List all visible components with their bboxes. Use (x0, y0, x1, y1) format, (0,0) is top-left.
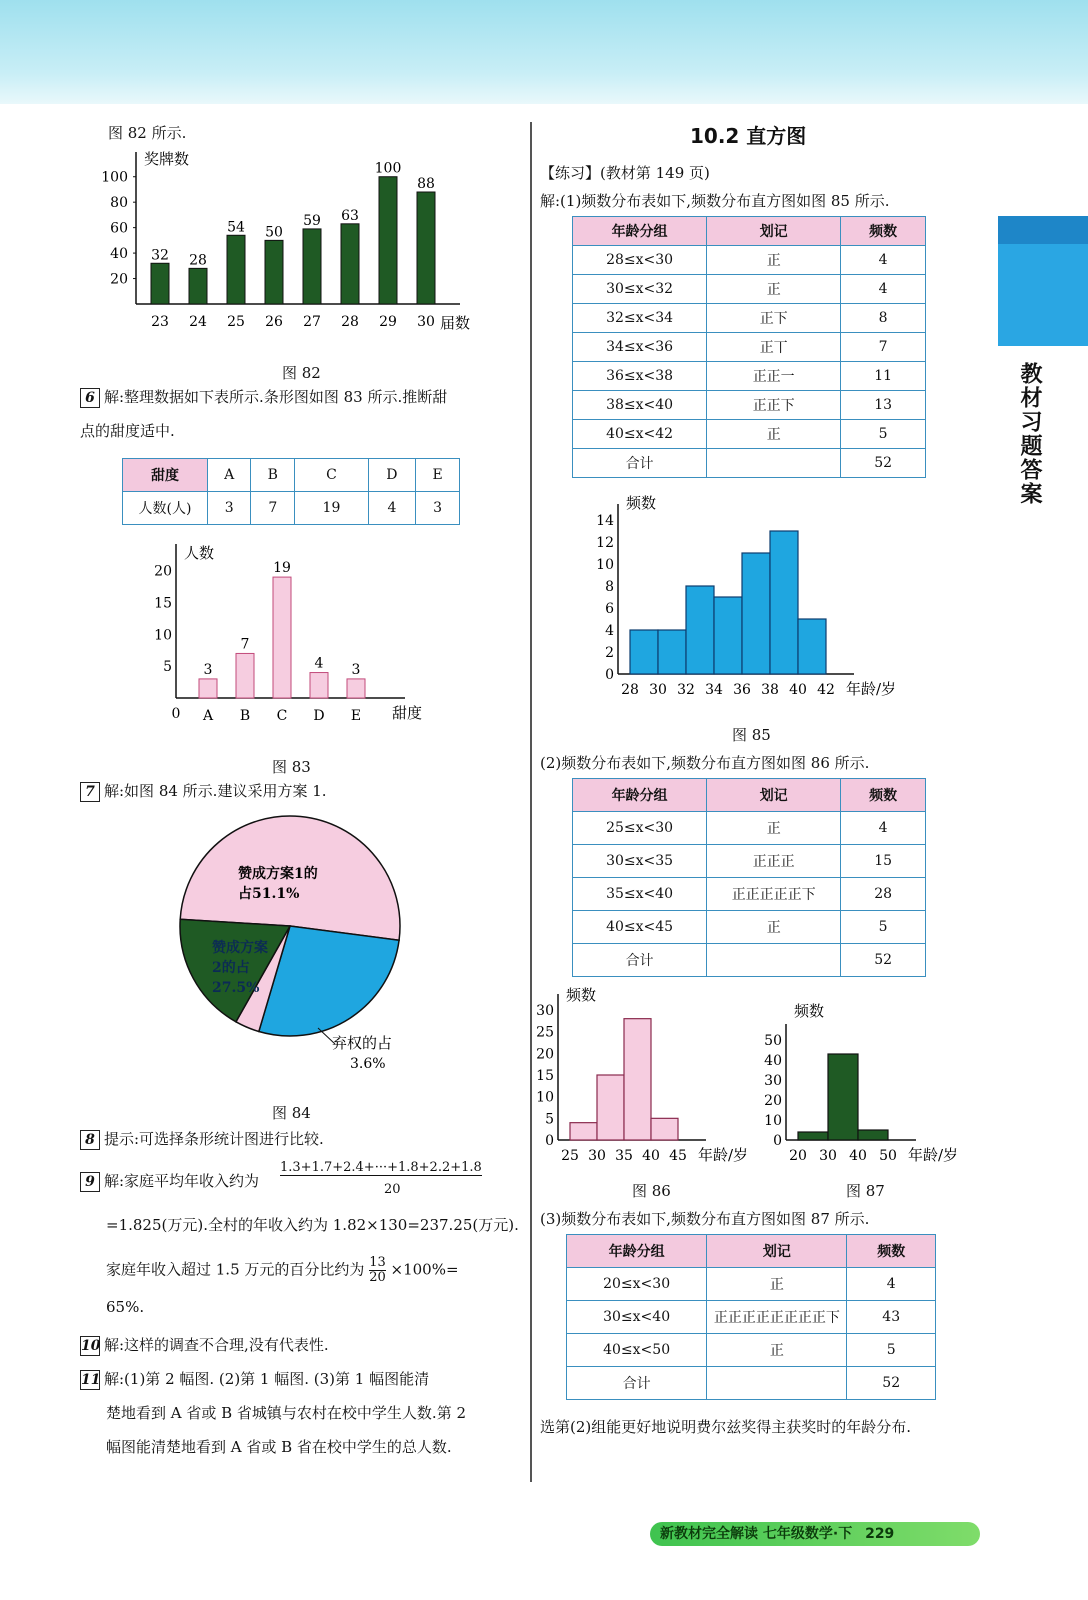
chart-fig82 (100, 148, 500, 348)
y-tick-label: 10 (764, 1113, 782, 1129)
x-tick-label: 40 (849, 1148, 867, 1164)
side-chapter-tab-stripe (998, 216, 1088, 244)
q8-line: 提示:可选择条形统计图进行比较. (104, 1130, 324, 1148)
y-tick-label: 0 (545, 1133, 554, 1149)
q9-line2: =1.825(万元).全村的年收入约为 1.82×130=237.25(万元). (106, 1216, 519, 1234)
data-label: 7 (240, 636, 250, 653)
intro-text: 图 82 所示. (108, 124, 187, 142)
frequency-cell: 52 (841, 449, 926, 478)
y-tick-label: 2 (605, 645, 614, 661)
table1-header-tally: 划记 (707, 217, 841, 246)
part3-text: (3)频数分布表如下,频数分布直方图如图 87 所示. (540, 1210, 870, 1228)
q7-number: 7 (80, 782, 100, 802)
y-tick-label: 30 (764, 1073, 782, 1089)
q10-number: 10 (81, 1338, 101, 1354)
table3-header-freq: 频数 (847, 1235, 936, 1268)
age-group-cell: 36≤x<38 (573, 362, 707, 391)
chart-fig85 (580, 494, 920, 710)
tally-cell: 正正一 (707, 362, 841, 391)
page-top-band (0, 0, 1088, 104)
data-label: 100 (374, 160, 402, 177)
x-tick-label: 35 (615, 1148, 633, 1164)
sweet-header: 甜度 (123, 459, 208, 492)
bar (151, 263, 169, 304)
age-group-cell: 25≤x<30 (573, 812, 707, 845)
q11-line2: 楚地看到 A 省或 B 省城镇与农村在校中学生人数.第 2 (106, 1404, 467, 1422)
q6-line2: 点的甜度适中. (80, 422, 175, 440)
x-tick-label: 30 (649, 682, 667, 698)
frequency-table-3 (566, 1234, 936, 1400)
fig83-caption: 图 83 (272, 758, 311, 776)
age-group-cell: 38≤x<40 (573, 391, 707, 420)
q9-line3 (106, 1256, 459, 1285)
x-tick-label: 38 (761, 682, 779, 698)
table1-header-freq: 频数 (841, 217, 926, 246)
fig82-caption: 图 82 (282, 364, 321, 382)
table3-header-group: 年龄分组 (567, 1235, 707, 1268)
age-group-cell: 30≤x<32 (573, 275, 707, 304)
q9-fraction-num: 1.3+1.7+2.4+···+1.8+2.2+1.8 (280, 1160, 482, 1175)
sweet-category-A: A (208, 459, 251, 492)
section-title: 10.2 直方图 (690, 124, 807, 148)
fig86-caption: 图 86 (632, 1182, 671, 1200)
table-row (573, 812, 926, 845)
y-tick-label: 50 (764, 1033, 782, 1049)
q11-number: 11 (81, 1372, 101, 1388)
x-axis-label: 甜度 (392, 704, 423, 722)
age-group-cell: 合计 (573, 944, 707, 977)
table-row (573, 362, 926, 391)
data-label: 19 (273, 560, 291, 577)
practice-label: 【练习】(教材第 149 页) (540, 164, 710, 182)
tally-cell: 正 (707, 1268, 847, 1301)
x-tick-label: 28 (341, 314, 359, 330)
frequency-cell: 13 (841, 391, 926, 420)
y-axis-label: 频数 (566, 986, 597, 1004)
table-row (567, 1268, 936, 1301)
table-row (573, 391, 926, 420)
frequency-cell: 8 (841, 304, 926, 333)
tally-cell: 正正正正正下 (707, 878, 841, 911)
tally-cell (707, 449, 841, 478)
q9-fraction-den: 20 (384, 1182, 401, 1197)
table-row (573, 911, 926, 944)
histogram-bar (597, 1075, 624, 1140)
histogram-bar (798, 619, 826, 674)
frequency-cell: 11 (841, 362, 926, 391)
histogram-bar (858, 1130, 888, 1140)
q6-text (80, 380, 520, 448)
frequency-cell: 4 (841, 246, 926, 275)
page-footer (650, 1522, 980, 1546)
table-row (573, 449, 926, 478)
frequency-cell: 5 (841, 420, 926, 449)
data-label: 4 (314, 655, 324, 672)
age-group-cell: 30≤x<35 (573, 845, 707, 878)
fig85-caption: 图 85 (732, 726, 771, 744)
y-axis-label: 奖牌数 (144, 150, 190, 168)
y-tick-label: 20 (110, 271, 128, 288)
bar (341, 224, 359, 304)
sweet-count-A: 3 (208, 492, 251, 525)
q9-line3-text: 家庭年收入超过 1.5 万元的百分比约为 (106, 1260, 365, 1279)
y-tick-label: 8 (605, 579, 614, 595)
x-tick-label: 45 (669, 1148, 687, 1164)
slice-label: 弃权的占 (332, 1034, 393, 1052)
sweet-category-E: E (416, 459, 460, 492)
data-label: 3 (351, 661, 361, 678)
y-tick-label: 5 (545, 1111, 554, 1128)
q8-text (80, 1128, 324, 1150)
histogram-bar (658, 630, 686, 674)
bar (303, 229, 321, 304)
sweetness-table (122, 458, 460, 525)
frequency-cell: 52 (841, 944, 926, 977)
age-group-cell: 20≤x<30 (567, 1268, 707, 1301)
q9-small-fraction-den: 20 (369, 1270, 386, 1285)
x-axis-label: 年龄/岁 (846, 680, 897, 698)
y-tick-label: 40 (764, 1053, 782, 1069)
table2-header-freq: 频数 (841, 779, 926, 812)
age-group-cell: 40≤x<42 (573, 420, 707, 449)
q11-line1: 解:(1)第 2 幅图. (2)第 1 幅图. (3)第 1 幅图能清 (104, 1370, 430, 1388)
y-tick-label: 15 (536, 1068, 554, 1084)
x-tick-label: 24 (189, 314, 207, 330)
x-tick-label: 34 (705, 682, 723, 698)
data-label: 32 (151, 247, 169, 264)
age-group-cell: 35≤x<40 (573, 878, 707, 911)
sweet-category-D: D (368, 459, 416, 492)
x-tick-label: 28 (621, 682, 639, 698)
tally-cell: 正 (707, 246, 841, 275)
y-tick-label: 20 (764, 1093, 782, 1109)
x-tick-label: 30 (588, 1148, 606, 1164)
q11-text (80, 1362, 520, 1464)
bar (236, 653, 254, 698)
age-group-cell: 30≤x<40 (567, 1301, 707, 1334)
q9-line1 (80, 1170, 259, 1192)
bar (227, 235, 245, 304)
age-group-cell: 34≤x<36 (573, 333, 707, 362)
table-row (573, 420, 926, 449)
y-axis-label: 人数 (184, 544, 215, 562)
bar (347, 679, 365, 698)
table-row (573, 944, 926, 977)
age-group-cell: 40≤x<45 (573, 911, 707, 944)
x-tick-label: 40 (642, 1148, 660, 1164)
y-tick-label: 80 (110, 195, 128, 212)
x-tick-label: E (350, 708, 362, 724)
tally-cell: 正丅 (707, 333, 841, 362)
side-tab-label: 教材习题答案 (1017, 362, 1043, 506)
slice-label: 2的占 (212, 960, 250, 976)
y-tick-label: 20 (154, 563, 172, 580)
bar (310, 673, 328, 698)
q9-number: 9 (80, 1172, 100, 1192)
part2-text: (2)频数分布表如下,频数分布直方图如图 86 所示. (540, 754, 870, 772)
bar (273, 577, 291, 698)
table-row (573, 878, 926, 911)
histogram-bar (686, 586, 714, 674)
frequency-cell: 28 (841, 878, 926, 911)
column-divider (530, 122, 532, 1482)
y-tick-label: 10 (154, 627, 172, 644)
chart-fig84 (180, 816, 430, 1076)
x-axis-label: 届数 (440, 314, 471, 332)
y-tick-label: 15 (154, 595, 172, 612)
histogram-bar (624, 1019, 651, 1140)
bar (417, 192, 435, 304)
q9-line3-end: ×100%= (390, 1260, 459, 1279)
histogram-bar (828, 1054, 858, 1140)
q9-line1-text: 解:家庭平均年收入约为 (104, 1172, 260, 1190)
y-tick-label: 6 (605, 601, 614, 617)
histogram-bar (742, 553, 770, 674)
frequency-cell: 15 (841, 845, 926, 878)
data-label: 88 (417, 176, 435, 192)
slice-label: 3.6% (350, 1056, 386, 1072)
tally-cell: 正 (707, 1334, 847, 1367)
table-row (573, 333, 926, 362)
sweet-category-C: C (295, 459, 368, 492)
page-number: 229 (865, 1526, 895, 1542)
tally-cell (707, 1367, 847, 1400)
frequency-table-2 (572, 778, 926, 977)
x-tick-label: 42 (817, 682, 835, 698)
x-tick-label: 29 (379, 314, 397, 330)
y-tick-label: 100 (101, 169, 128, 186)
x-tick-label: D (313, 708, 325, 724)
y-tick-label: 20 (536, 1046, 554, 1063)
conclusion-text: 选第(2)组能更好地说明费尔兹奖得主获奖时的年龄分布. (540, 1418, 912, 1436)
y-tick-label: 40 (110, 246, 128, 263)
histogram-bar (651, 1118, 678, 1140)
frequency-cell: 4 (847, 1268, 936, 1301)
sweet-count-C: 19 (295, 492, 368, 525)
q6-number: 6 (80, 388, 100, 408)
tally-cell: 正下 (707, 304, 841, 333)
histogram-bar (770, 531, 798, 674)
tally-cell: 正正正 (707, 845, 841, 878)
sweet-count-header: 人数(人) (123, 492, 208, 525)
q8-number: 8 (80, 1130, 100, 1150)
table-row (567, 1367, 936, 1400)
y-axis-label: 频数 (626, 494, 657, 512)
tally-cell: 正正正正正正正正下 (707, 1301, 847, 1334)
table2-header-group: 年龄分组 (573, 779, 707, 812)
y-tick-label: 10 (596, 557, 614, 573)
histogram-bar (630, 630, 658, 674)
tally-cell (707, 944, 841, 977)
histogram-bar (798, 1132, 828, 1140)
table-row (567, 1301, 936, 1334)
age-group-cell: 合计 (567, 1367, 707, 1400)
x-axis-label: 年龄/岁 (908, 1146, 959, 1164)
footer-text: 新教材完全解读 七年级数学·下 (660, 1526, 853, 1542)
tally-cell: 正 (707, 275, 841, 304)
bar (189, 268, 207, 304)
frequency-cell: 7 (841, 333, 926, 362)
bar (265, 240, 283, 304)
y-tick-label: 30 (536, 1003, 554, 1019)
bar (199, 679, 217, 698)
fig84-caption: 图 84 (272, 1104, 311, 1122)
y-tick-label: 4 (605, 623, 614, 639)
sweet-count-D: 4 (368, 492, 416, 525)
x-tick-label: A (202, 708, 214, 724)
y-axis-label: 频数 (794, 1002, 825, 1020)
y-tick-label: 12 (596, 535, 614, 551)
frequency-cell: 43 (847, 1301, 936, 1334)
q10-line: 解:这样的调查不合理,没有代表性. (104, 1336, 329, 1354)
q9-line4: 65%. (106, 1298, 145, 1316)
x-tick-label: 20 (789, 1148, 807, 1164)
frequency-cell: 4 (841, 275, 926, 304)
q9-small-fraction (369, 1256, 386, 1285)
frequency-cell: 4 (841, 812, 926, 845)
data-label: 63 (341, 207, 359, 224)
x-tick-label: 27 (303, 314, 321, 330)
fig87-caption: 图 87 (846, 1182, 885, 1200)
chart-fig87 (760, 990, 970, 1170)
x-axis-label: 年龄/岁 (698, 1146, 749, 1164)
frequency-cell: 5 (847, 1334, 936, 1367)
x-tick-label: 23 (151, 314, 169, 330)
x-tick-label: 32 (677, 682, 695, 698)
data-label: 54 (227, 219, 245, 236)
part1-text: 解:(1)频数分布表如下,频数分布直方图如图 85 所示. (540, 192, 890, 210)
q9-small-fraction-num: 13 (369, 1255, 386, 1270)
q7-text (80, 780, 327, 802)
table2-header-tally: 划记 (707, 779, 841, 812)
x-tick-label: 50 (879, 1148, 897, 1164)
y-tick-label: 10 (536, 1089, 554, 1106)
x-tick-label: 30 (417, 314, 435, 330)
y-tick-label: 14 (596, 513, 614, 529)
x-tick-label: 25 (561, 1148, 579, 1164)
y-tick-label: 0 (605, 667, 614, 683)
frequency-table-1 (572, 216, 926, 478)
q7-line: 解:如图 84 所示.建议采用方案 1. (104, 782, 327, 800)
data-label: 3 (203, 661, 213, 678)
x-tick-label: 36 (733, 682, 751, 698)
y-tick-label: 0 (773, 1133, 782, 1149)
q10-text (80, 1334, 329, 1356)
table1-header-group: 年龄分组 (573, 217, 707, 246)
y-tick-label: 60 (110, 220, 128, 237)
y-tick-label: 25 (536, 1024, 554, 1041)
age-group-cell: 32≤x<34 (573, 304, 707, 333)
sweet-category-B: B (251, 459, 295, 492)
histogram-bar (570, 1123, 597, 1140)
table-row (573, 304, 926, 333)
slice-label: 占51.1% (238, 886, 300, 902)
chart-fig86 (530, 986, 770, 1170)
tally-cell: 正正下 (707, 391, 841, 420)
x-tick-label: 25 (227, 314, 245, 330)
frequency-cell: 52 (847, 1367, 936, 1400)
q11-line3: 幅图能清楚地看到 A 省或 B 省在校中学生的总人数. (106, 1438, 452, 1456)
frequency-cell: 5 (841, 911, 926, 944)
slice-label: 赞成方案1的 (238, 866, 318, 882)
data-label: 28 (189, 252, 207, 269)
tally-cell: 正 (707, 911, 841, 944)
x-tick-label: B (239, 708, 251, 724)
table3-header-tally: 划记 (707, 1235, 847, 1268)
x-tick-label: 26 (265, 314, 283, 330)
age-group-cell: 40≤x<50 (567, 1334, 707, 1367)
histogram-bar (714, 597, 742, 674)
slice-label: 赞成方案 (212, 940, 268, 956)
bar (379, 177, 397, 304)
origin-label: 0 (171, 706, 181, 722)
q6-line1: 解:整理数据如下表所示.条形图如图 83 所示.推断甜 (104, 388, 448, 406)
table-row (573, 845, 926, 878)
x-tick-label: C (276, 708, 288, 724)
x-tick-label: 40 (789, 682, 807, 698)
slice-label: 27.5% (212, 980, 260, 996)
y-tick-label: 5 (163, 659, 172, 676)
table-row (567, 1334, 936, 1367)
sweet-count-B: 7 (251, 492, 295, 525)
tally-cell: 正 (707, 420, 841, 449)
data-label: 50 (265, 224, 283, 241)
age-group-cell: 合计 (573, 449, 707, 478)
data-label: 59 (303, 212, 321, 229)
table-row (573, 246, 926, 275)
chart-fig83 (140, 540, 440, 730)
age-group-cell: 28≤x<30 (573, 246, 707, 275)
table-row (573, 275, 926, 304)
x-tick-label: 30 (819, 1148, 837, 1164)
sweet-count-E: 3 (416, 492, 460, 525)
tally-cell: 正 (707, 812, 841, 845)
